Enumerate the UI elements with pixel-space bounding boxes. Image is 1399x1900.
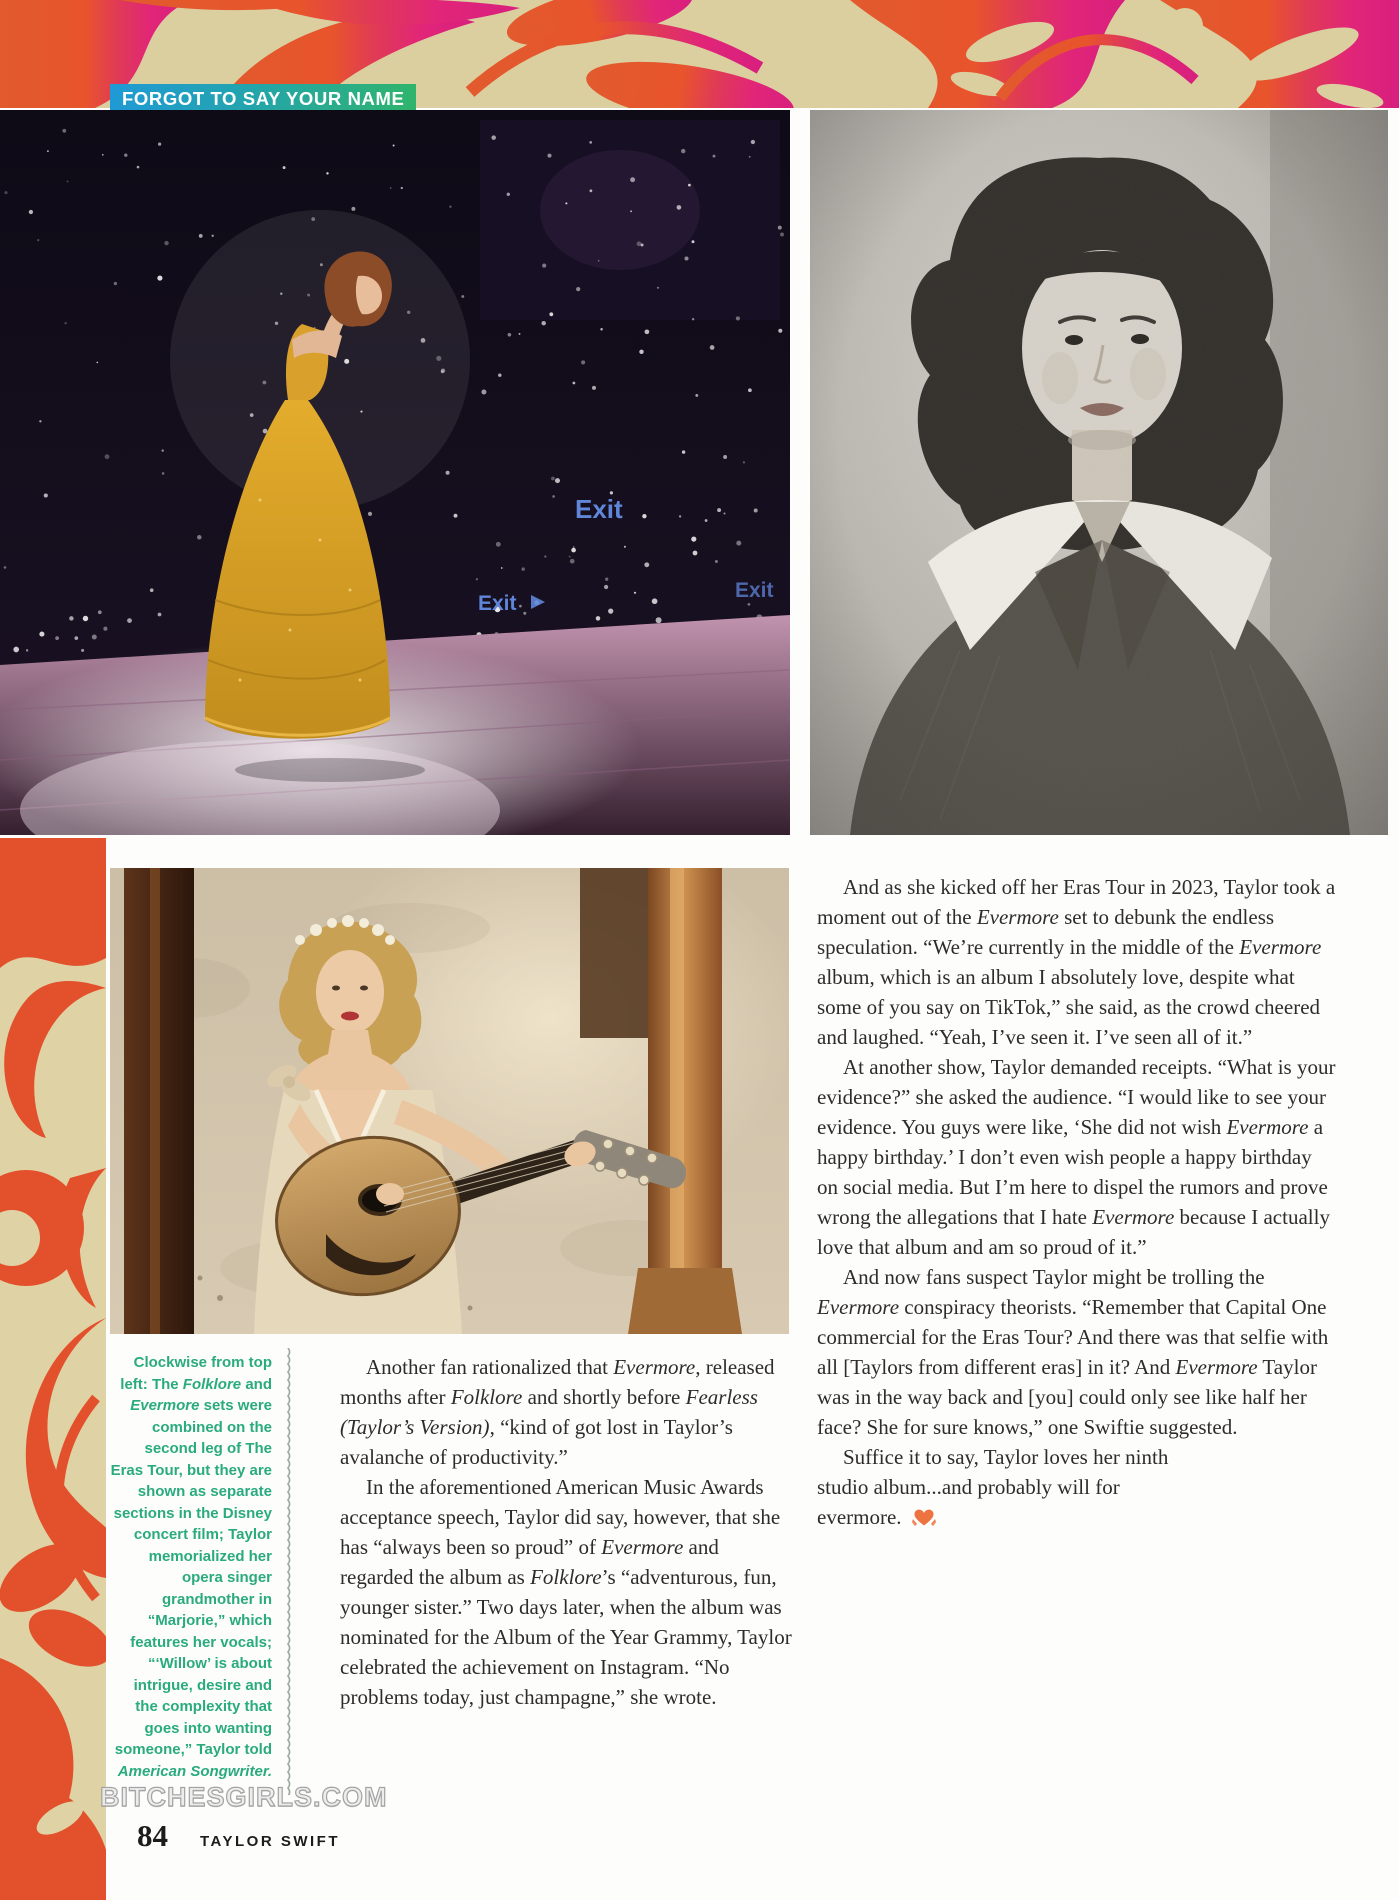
concert-photo-art	[0, 110, 790, 835]
exit-sign: Exit	[735, 579, 774, 602]
section-badge-label: FORGOT TO SAY YOUR NAME	[122, 87, 405, 109]
page-number: 84	[137, 1818, 168, 1853]
body-paragraph: And as she kicked off her Eras Tour in 2023, Taylor took a moment out of the Evermore set to debunk the endless speculation. “We’re currently in the middle of the Evermore album, which is an album I absolutely love, despite what some of you say on TikTok,” she said, as the crowd cheered and laughed. “Yeah, I’ve seen it. I’ve seen all of it.”	[817, 875, 1336, 1049]
section-badge	[110, 84, 416, 113]
body-paragraph: Another fan rationalized that Evermore, released months after Folklore and shortly before Fearless (Taylor’s Version), “kind of got lost in Taylor’s avalanche of productivity.”	[340, 1355, 775, 1469]
willow-video-photo	[110, 868, 789, 1334]
exit-sign: Exit	[575, 494, 623, 524]
exit-sign: Exit	[478, 592, 517, 615]
concert-photo	[0, 110, 790, 835]
footer-title: TAYLOR SWIFT	[200, 1833, 340, 1850]
willow-video-art	[110, 868, 789, 1334]
middle-text-column	[340, 1352, 792, 1712]
body-paragraph: And now fans suspect Taylor might be trolling the Evermore conspiracy theorists. “Remember that Capital One commercial for the Eras Tour? And there was that selfie with all [Taylors from different eras] in it? And Evermore Taylor was in the way back and [you] could only see like half her face? She for sure knows,” one Swiftie suggested.	[817, 1265, 1329, 1439]
body-paragraph: In the aforementioned American Music Awards acceptance speech, Taylor did say, however, that she has “always been so proud” of Evermore and regarded the album as Folklore’s “adventurous, fun, younger sister.” Two days later, when the album was nominated for the Album of the Year Grammy, Taylor celebrated the achievement on Instagram. “No problems today, just champagne,” she wrote.	[340, 1475, 792, 1709]
grandmother-portrait-art	[810, 110, 1388, 835]
grandmother-portrait-photo	[810, 110, 1388, 835]
damask-pattern-left	[0, 838, 106, 1900]
caption-divider	[283, 1348, 293, 1795]
right-text-column	[817, 872, 1337, 1532]
watermark: BITCHESGIRLS.COM	[100, 1782, 388, 1812]
left-decorative-border	[0, 838, 106, 1900]
body-paragraph: Suffice it to say, Taylor loves her ninth studio album...and probably will for evermore.	[817, 1445, 1169, 1529]
photo-caption: Clockwise from top left: The Folklore and Evermore sets were combined on the second leg of The Eras Tour, but they are shown as separate sections in the Disney concert film; Taylor memorialized her opera singer grandmother in “Marjorie,” which features her vocals; “‘Willow’ is about intrigue, desire and the complexity that goes into wanting someone,” Taylor told American Songwriter.	[110, 1354, 272, 1780]
page-footer	[137, 1818, 340, 1854]
body-paragraph: At another show, Taylor demanded receipts. “What is your evidence?” she asked the audience. “I would like to see your evidence. You guys were like, ‘She did not wish Evermore a happy birthday.’ I don’t even wish people a happy birthday on social media. But I’m here to dispel the rumors and prove wrong the allegations that I hate Evermore because I actually love that album and am so proud of it.”	[817, 1055, 1336, 1259]
heart-hands-emoji-icon	[912, 1507, 936, 1527]
